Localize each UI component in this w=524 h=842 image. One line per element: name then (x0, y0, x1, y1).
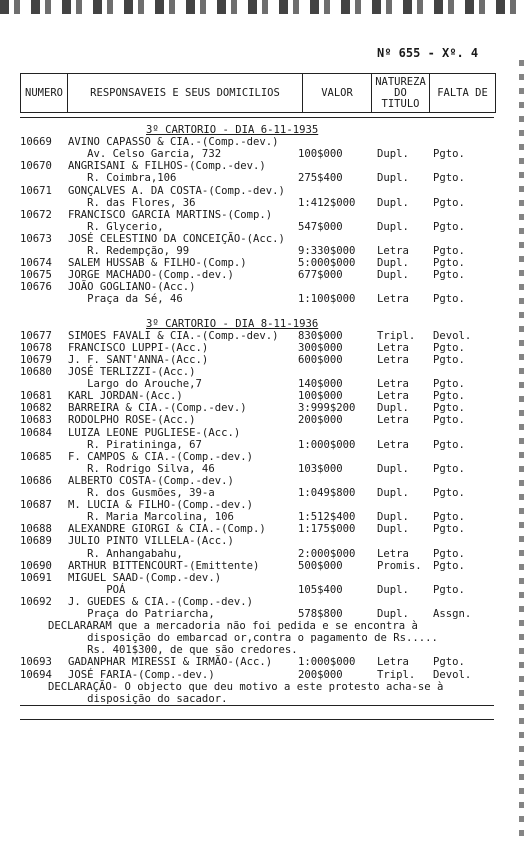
row-number: 10684 (20, 426, 52, 439)
row-falta: Pgto. (433, 353, 465, 366)
row-falta: Devol. (433, 329, 472, 342)
row-responsavel: R. das Flores, 36 (68, 196, 196, 209)
table-header (20, 73, 496, 113)
row-falta: Pgto. (433, 547, 465, 560)
row-tipo: Letra (377, 547, 409, 560)
row-valor: 1:000$000 (298, 656, 356, 669)
row-tipo: Letra (377, 390, 409, 403)
row-responsavel: ANGRISANI & FILHOS-(Comp.-dev.) (68, 160, 266, 173)
row-responsavel: BARREIRA & CIA.-(Comp.-dev.) (68, 402, 247, 415)
row-number: 10688 (20, 523, 52, 536)
row-tipo: Dupl. (377, 523, 409, 536)
row-falta: Pgto. (433, 523, 465, 536)
row-tipo: Letra (377, 414, 409, 427)
footer-rule (20, 705, 494, 706)
row-responsavel: JULIO PINTO VILLELA-(Acc.) (68, 535, 234, 548)
row-tipo: Tripl. (377, 329, 416, 342)
row-number: 10671 (20, 184, 52, 197)
row-responsavel: DECLARARAM que a mercadoria não foi pedida e se encontra à (48, 620, 418, 633)
row-valor: 100$000 (298, 390, 343, 403)
row-responsavel: 3º CARTORIO - DIA 8-11-1936 (146, 317, 319, 330)
row-responsavel: R. Glycerio, (68, 220, 164, 233)
row-falta: Pgto. (433, 511, 465, 524)
row-responsavel: R. dos Gusmões, 39-a (68, 487, 215, 499)
row-responsavel: R. Rodrigo Silva, 46 (68, 462, 215, 475)
row-tipo: Dupl. (377, 220, 409, 233)
row-valor: 200$000 (298, 668, 343, 681)
row-number: 10694 (20, 668, 52, 681)
row-responsavel: Rs. 401$300, de que são credores. (68, 644, 298, 657)
row-tipo: Dupl. (377, 583, 409, 596)
row-falta: Pgto. (433, 220, 465, 233)
row-valor: 1:512$400 (298, 511, 356, 524)
row-number: 10669 (20, 136, 52, 149)
row-number: 10692 (20, 595, 52, 608)
row-tipo: Letra (377, 656, 409, 669)
row-number: 10676 (20, 281, 52, 294)
row-tipo: Dupl. (377, 257, 409, 270)
row-responsavel: MIGUEL SAAD-(Comp.-dev.) (68, 571, 222, 584)
row-number: 10673 (20, 232, 52, 245)
header-falta: FALTA DE (437, 86, 488, 99)
row-responsavel: ALEXANDRE GIORGI & CIA.-(Comp.) (68, 523, 266, 536)
row-responsavel: J. F. SANT'ANNA-(Acc.) (68, 353, 209, 366)
row-tipo: Letra (377, 341, 409, 354)
footer-rule (20, 719, 494, 720)
row-valor: 830$000 (298, 329, 343, 342)
row-tipo: Dupl. (377, 269, 409, 282)
row-falta: Pgto. (433, 656, 465, 669)
row-responsavel: JORGE MACHADO-(Comp.-dev.) (68, 269, 234, 282)
row-responsavel: FRANCISCO LUPPI-(Acc.) (68, 341, 209, 354)
row-responsavel: FRANCISCO GARCIA MARTINS-(Comp.) (68, 208, 273, 221)
row-valor: 547$000 (298, 220, 343, 233)
row-number: 10687 (20, 499, 52, 512)
row-valor: 2:000$000 (298, 547, 356, 560)
row-tipo: Dupl. (377, 462, 409, 475)
row-responsavel: R. Redempção, 99 (68, 245, 190, 257)
row-falta: Pgto. (433, 148, 465, 161)
row-valor: 103$000 (298, 462, 343, 475)
row-falta: Pgto. (433, 402, 465, 415)
scan-artifact-right (519, 60, 524, 842)
row-valor: 105$400 (298, 583, 343, 596)
row-tipo: Letra (377, 378, 409, 391)
row-responsavel: RODOLPHO ROSE-(Acc.) (68, 414, 196, 427)
row-number: 10683 (20, 414, 52, 427)
row-responsavel: M. LUCIA & FILHO-(Comp.-dev.) (68, 499, 253, 512)
row-responsavel: Av. Celso Garcia, 732 (68, 148, 222, 161)
row-responsavel: KARL JORDAN-(Acc.) (68, 390, 183, 403)
row-responsavel: R. Piratininga, 67 (68, 438, 202, 451)
row-responsavel: disposição do sacador. (68, 692, 228, 705)
row-valor: 9:330$000 (298, 245, 356, 257)
row-tipo: Dupl. (377, 511, 409, 524)
row-responsavel: F. CAMPOS & CIA.-(Comp.-dev.) (68, 450, 253, 463)
row-falta: Pgto. (433, 245, 465, 257)
row-falta: Pgto. (433, 487, 465, 499)
scan-artifact-top (0, 0, 524, 14)
row-valor: 1:175$000 (298, 523, 356, 536)
row-tipo: Dupl. (377, 487, 409, 499)
row-number: 10682 (20, 402, 52, 415)
row-valor: 1:000$000 (298, 438, 356, 451)
row-responsavel: R. Maria Marcolina, 106 (68, 511, 234, 524)
row-tipo: Letra (377, 438, 409, 451)
row-number: 10672 (20, 208, 52, 221)
row-valor: 1:049$800 (298, 487, 356, 499)
row-responsavel: 3º CARTORIO - DIA 6-11-1935 (146, 124, 319, 136)
row-tipo: Letra (377, 353, 409, 366)
row-number: 10681 (20, 390, 52, 403)
row-falta: Assgn. (433, 608, 472, 620)
row-falta: Pgto. (433, 390, 465, 403)
row-number: 10686 (20, 474, 52, 487)
row-falta: Pgto. (433, 559, 465, 572)
row-responsavel: DECLARAÇÃO- O objecto que deu motivo a este protesto acha-se à (48, 680, 444, 693)
row-responsavel: SALEM HUSSAB & FILHO-(Comp.) (68, 257, 247, 270)
row-falta: Pgto. (433, 172, 465, 185)
row-valor: 578$800 (298, 608, 343, 620)
row-responsavel: AVINO CAPASSO & CIA.-(Comp.-dev.) (68, 136, 279, 149)
row-falta: Pgto. (433, 269, 465, 282)
header-numero: NUMERO (25, 86, 63, 99)
row-tipo: Dupl. (377, 608, 409, 620)
row-valor: 1:100$000 (298, 293, 356, 306)
row-number: 10689 (20, 535, 52, 548)
row-falta: Pgto. (433, 257, 465, 270)
row-responsavel: J. GUEDES & CIA.-(Comp.-dev.) (68, 595, 253, 608)
row-tipo: Letra (377, 245, 409, 257)
row-number: 10674 (20, 257, 52, 270)
header-valor: VALOR (321, 86, 353, 99)
row-falta: Pgto. (433, 583, 465, 596)
row-responsavel: JOSÉ FARIA-(Comp.-dev.) (68, 668, 215, 681)
row-tipo: Dupl. (377, 172, 409, 185)
row-responsavel: R. Coimbra,106 (68, 172, 177, 185)
row-number: 10679 (20, 353, 52, 366)
row-responsavel: ARTHUR BITTENCOURT-(Emittente) (68, 559, 260, 572)
header-natureza-line: TITULO (381, 97, 420, 110)
row-falta: Pgto. (433, 438, 465, 451)
row-responsavel: JOÃO GOGLIANO-(Acc.) (68, 281, 196, 294)
row-responsavel: Praça da Sé, 46 (68, 293, 183, 306)
row-valor: 275$400 (298, 172, 343, 185)
row-responsavel: GADANPHAR MIRESSI & IRMÃO-(Acc.) (68, 656, 273, 669)
header-natureza (372, 74, 429, 112)
row-number: 10675 (20, 269, 52, 282)
row-responsavel: JOSÉ TERLIZZI-(Acc.) (68, 366, 196, 378)
row-falta: Pgto. (433, 462, 465, 475)
row-falta: Pgto. (433, 196, 465, 209)
row-tipo: Promis. (377, 559, 422, 572)
header-natureza-line: DO (394, 86, 407, 99)
row-valor: 5:000$000 (298, 257, 356, 270)
row-number: 10670 (20, 160, 52, 173)
row-falta: Devol. (433, 668, 472, 681)
row-responsavel: disposição do embarcad or,contra o pagamento de Rs..... (68, 632, 438, 645)
row-falta: Pgto. (433, 341, 465, 354)
row-valor: 1:412$000 (298, 196, 356, 209)
row-responsavel: Largo do Arouche,7 (68, 378, 202, 391)
page-number: Nº 655 - Xº. 4 (377, 46, 479, 60)
row-falta: Pgto. (433, 293, 465, 306)
row-valor: 3:999$200 (298, 402, 356, 415)
row-responsavel: JOSÉ CELESTINO DA CONCEIÇÃO-(Acc.) (68, 232, 285, 245)
row-tipo: Dupl. (377, 196, 409, 209)
row-valor: 100$000 (298, 148, 343, 161)
row-number: 10693 (20, 656, 52, 669)
row-responsavel: Praça do Patriarcha, (68, 608, 215, 620)
row-responsavel: GONÇALVES A. DA COSTA-(Comp.-dev.) (68, 184, 285, 197)
row-valor: 140$000 (298, 378, 343, 391)
header-natureza-line: NATUREZA (375, 75, 426, 88)
row-number: 10677 (20, 329, 52, 342)
row-tipo: Dupl. (377, 148, 409, 161)
row-tipo: Dupl. (377, 402, 409, 415)
row-responsavel: LUIZA LEONE PUGLIESE-(Acc.) (68, 426, 241, 439)
row-number: 10680 (20, 366, 52, 378)
row-valor: 300$000 (298, 341, 343, 354)
row-falta: Pgto. (433, 378, 465, 391)
row-tipo: Letra (377, 293, 409, 306)
row-valor: 600$000 (298, 353, 343, 366)
row-responsavel: SIMOES FAVALI & CIA.-(Comp.-dev.) (68, 329, 279, 342)
row-number: 10691 (20, 571, 52, 584)
header-rule (20, 117, 494, 118)
row-valor: 677$000 (298, 269, 343, 282)
row-valor: 200$000 (298, 414, 343, 427)
row-responsavel: ALBERTO COSTA-(Comp.-dev.) (68, 474, 234, 487)
row-number: 10690 (20, 559, 52, 572)
row-valor: 500$000 (298, 559, 343, 572)
row-falta: Pgto. (433, 414, 465, 427)
row-tipo: Tripl. (377, 668, 416, 681)
header-responsaveis: RESPONSAVEIS E SEUS DOMICILIOS (90, 86, 280, 99)
row-responsavel: POÁ (68, 583, 126, 596)
row-responsavel: R. Anhangabahu, (68, 547, 183, 560)
row-number: 10678 (20, 341, 52, 354)
row-number: 10685 (20, 450, 52, 463)
